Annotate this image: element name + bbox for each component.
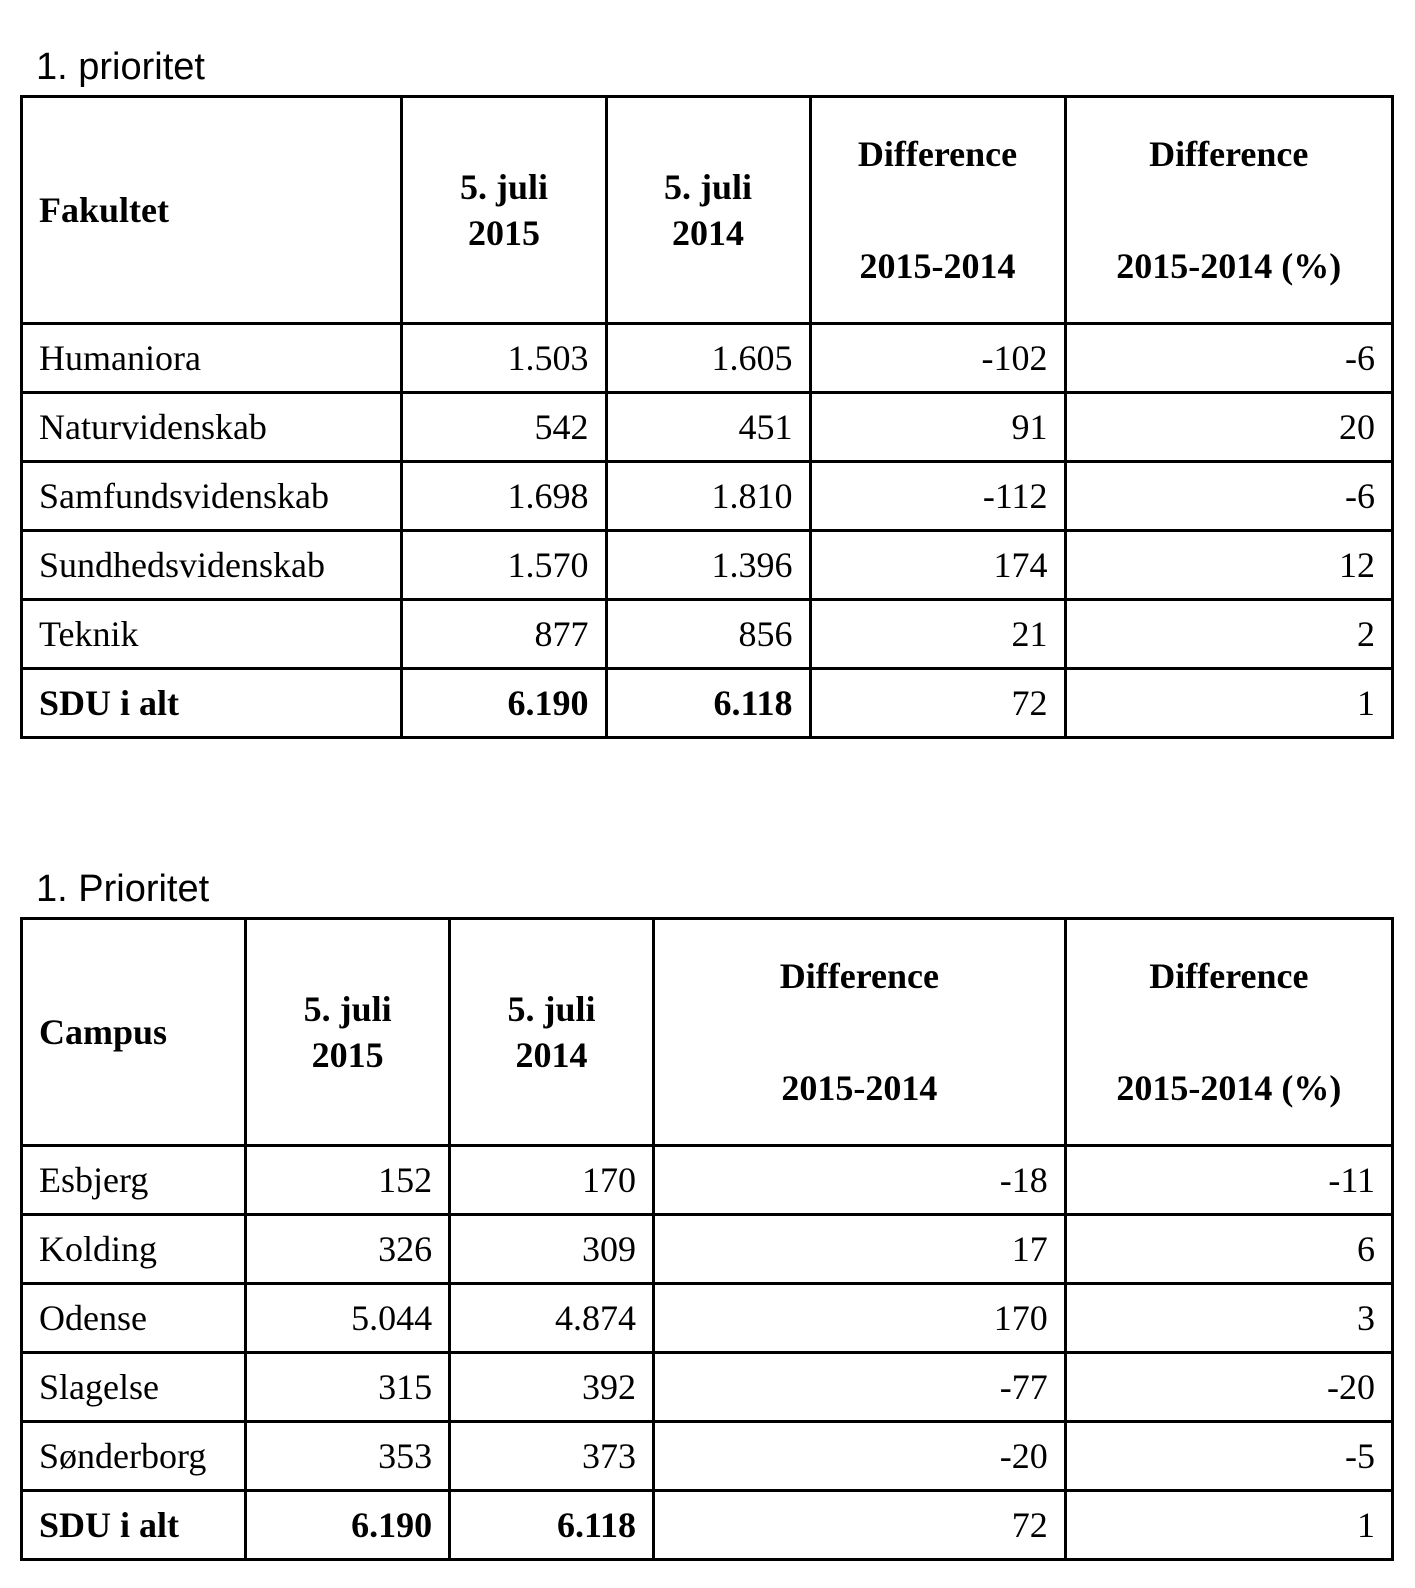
value-2015: 1.698 — [402, 462, 606, 531]
value-difference: 174 — [810, 531, 1065, 600]
row-name: Sønderborg — [22, 1422, 246, 1491]
table-row — [22, 1284, 1393, 1353]
total-difference-pct: 1 — [1065, 669, 1392, 738]
value-difference-pct: -5 — [1065, 1422, 1392, 1491]
table-row — [22, 1215, 1393, 1284]
value-difference-pct: 2 — [1065, 600, 1392, 669]
value-difference-pct: -6 — [1065, 462, 1392, 531]
col-2015-header-line2: 2015 — [311, 1035, 384, 1075]
col-2015-header-line2: 2015 — [467, 213, 540, 253]
row-name: Esbjerg — [22, 1146, 246, 1215]
value-2014: 856 — [606, 600, 810, 669]
campus-column-header: Campus — [22, 919, 246, 1146]
difference-header-line1: Difference — [857, 134, 1018, 174]
row-name: Kolding — [22, 1215, 246, 1284]
value-2014: 1.396 — [606, 531, 810, 600]
table-row — [22, 531, 1393, 600]
table-row — [22, 1146, 1393, 1215]
total-2014: 6.118 — [606, 669, 810, 738]
campus-table-caption: 1. Prioritet — [36, 868, 210, 910]
total-2015: 6.190 — [246, 1491, 450, 1560]
value-2015: 542 — [402, 393, 606, 462]
col-2014-header — [450, 919, 654, 1146]
value-difference-pct: 6 — [1065, 1215, 1392, 1284]
col-2014-header-line1: 5. juli — [664, 167, 753, 207]
row-name: Naturvidenskab — [22, 393, 402, 462]
difference-pct-header — [1065, 919, 1392, 1146]
value-2014: 4.874 — [450, 1284, 654, 1353]
value-2014: 1.605 — [606, 324, 810, 393]
value-2014: 451 — [606, 393, 810, 462]
value-difference: -112 — [810, 462, 1065, 531]
value-difference: 170 — [653, 1284, 1065, 1353]
value-2015: 315 — [246, 1353, 450, 1422]
total-difference: 72 — [653, 1491, 1065, 1560]
row-name: Teknik — [22, 600, 402, 669]
row-name: Sundhedsvidenskab — [22, 531, 402, 600]
table-row — [22, 393, 1393, 462]
value-difference: 21 — [810, 600, 1065, 669]
difference-pct-header-line2: 2015-2014 (%) — [1116, 246, 1342, 286]
difference-header-line2: 2015-2014 — [859, 246, 1016, 286]
total-difference-pct: 1 — [1065, 1491, 1392, 1560]
col-2015-header-line1: 5. juli — [459, 167, 548, 207]
total-2015: 6.190 — [402, 669, 606, 738]
difference-header-line2: 2015-2014 — [781, 1068, 938, 1108]
value-2014: 373 — [450, 1422, 654, 1491]
total-row — [22, 669, 1393, 738]
faculty-table-header-row — [22, 97, 1393, 324]
value-2015: 326 — [246, 1215, 450, 1284]
value-2015: 1.570 — [402, 531, 606, 600]
value-2014: 1.810 — [606, 462, 810, 531]
col-2014-header-line1: 5. juli — [507, 989, 596, 1029]
difference-header — [810, 97, 1065, 324]
col-2015-header-line1: 5. juli — [303, 989, 392, 1029]
total-name: SDU i alt — [22, 669, 402, 738]
faculty-table — [20, 95, 1394, 739]
total-name: SDU i alt — [22, 1491, 246, 1560]
difference-pct-header-line1: Difference — [1149, 956, 1309, 996]
campus-table — [20, 917, 1394, 1561]
value-difference: -20 — [653, 1422, 1065, 1491]
row-name: Odense — [22, 1284, 246, 1353]
faculty-column-header: Fakultet — [22, 97, 402, 324]
table-row — [22, 1422, 1393, 1491]
difference-pct-header-line2: 2015-2014 (%) — [1116, 1068, 1342, 1108]
table-row — [22, 324, 1393, 393]
difference-header-line1: Difference — [779, 956, 939, 996]
value-difference: -102 — [810, 324, 1065, 393]
value-2015: 1.503 — [402, 324, 606, 393]
value-difference-pct: -20 — [1065, 1353, 1392, 1422]
row-name: Humaniora — [22, 324, 402, 393]
value-difference-pct: -6 — [1065, 324, 1392, 393]
campus-table-header-row — [22, 919, 1393, 1146]
value-2014: 392 — [450, 1353, 654, 1422]
col-2015-header — [246, 919, 450, 1146]
value-difference-pct: -11 — [1065, 1146, 1392, 1215]
value-difference-pct: 20 — [1065, 393, 1392, 462]
col-2015-header — [402, 97, 606, 324]
value-2014: 309 — [450, 1215, 654, 1284]
col-2014-header-line2: 2014 — [515, 1035, 588, 1075]
table-row — [22, 1353, 1393, 1422]
col-2014-header — [606, 97, 810, 324]
value-difference: 91 — [810, 393, 1065, 462]
row-name: Slagelse — [22, 1353, 246, 1422]
value-difference: -77 — [653, 1353, 1065, 1422]
value-2015: 152 — [246, 1146, 450, 1215]
col-2014-header-line2: 2014 — [672, 213, 744, 253]
value-2014: 170 — [450, 1146, 654, 1215]
value-difference-pct: 3 — [1065, 1284, 1392, 1353]
total-difference: 72 — [810, 669, 1065, 738]
total-row — [22, 1491, 1393, 1560]
value-difference: 17 — [653, 1215, 1065, 1284]
total-2014: 6.118 — [450, 1491, 654, 1560]
value-2015: 353 — [246, 1422, 450, 1491]
row-name: Samfundsvidenskab — [22, 462, 402, 531]
difference-pct-header — [1065, 97, 1392, 324]
difference-header — [653, 919, 1065, 1146]
value-difference-pct: 12 — [1065, 531, 1392, 600]
difference-pct-header-line1: Difference — [1149, 134, 1309, 174]
value-2015: 877 — [402, 600, 606, 669]
table-row — [22, 600, 1393, 669]
value-2015: 5.044 — [246, 1284, 450, 1353]
faculty-table-caption: 1. prioritet — [36, 46, 205, 88]
table-row — [22, 462, 1393, 531]
value-difference: -18 — [653, 1146, 1065, 1215]
